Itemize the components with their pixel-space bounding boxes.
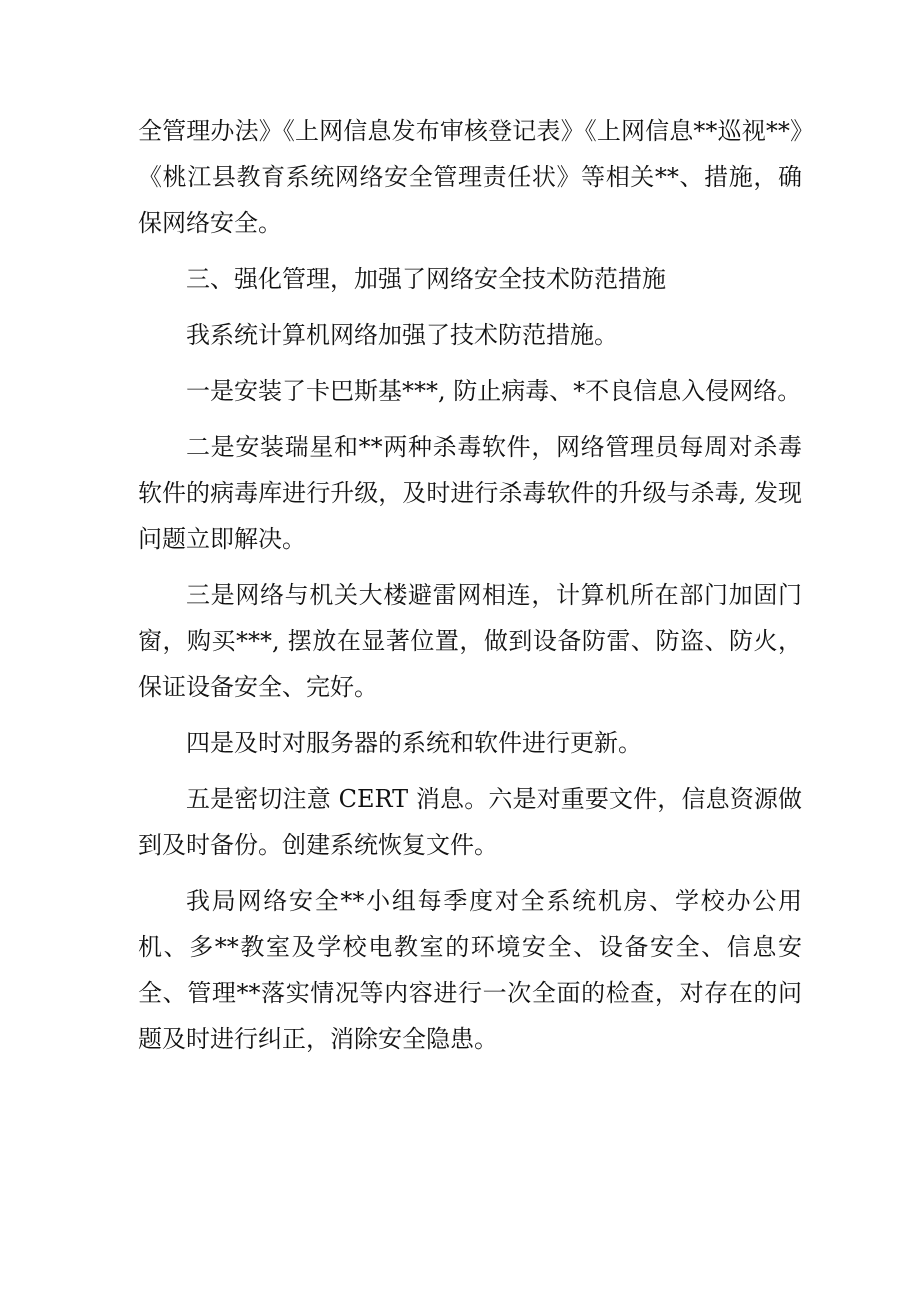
paragraph-inspection: 我局网络安全**小组每季度对全系统机房、学校办公用机、多**教室及学校电教室的环境安全、设备安全、信息安全、管理**落实情况等内容进行一次全面的检查，对存在的问题及时进行纠正，消除安全隐患。 <box>138 887 802 1053</box>
paragraph-item-3: 三是网络与机关大楼避雷网相连，计算机所在部门加固门窗，购买***, 摆放在显著位置，做到设备防雷、防盗、防火，保证设备安全、完好。 <box>138 581 802 701</box>
paragraph-item-1: 一是安装了卡巴斯基***, 防止病毒、*不良信息入侵网络。 <box>186 377 802 405</box>
paragraph-intro: 我系统计算机网络加强了技术防范措施。 <box>186 321 618 349</box>
document-body <box>138 108 802 1072</box>
paragraph-item-5: 五是密切注意 CERT 消息。六是对重要文件，信息资源做到及时备份。创建系统恢复文件。 <box>138 785 802 859</box>
paragraph-item-4: 四是及时对服务器的系统和软件进行更新。 <box>186 729 642 757</box>
paragraph-item-2: 二是安装瑞星和**两种杀毒软件，网络管理员每周对杀毒软件的病毒库进行升级，及时进行杀毒软件的升级与杀毒, 发现问题立即解决。 <box>138 433 802 553</box>
paragraph-continuation: 全管理办法》《上网信息发布审核登记表》《上网信息**巡视**》《桃江县教育系统网络安全管理责任状》等相关**、措施，确保网络安全。 <box>138 117 802 237</box>
section-heading: 三、强化管理，加强了网络安全技术防范措施 <box>186 265 666 293</box>
